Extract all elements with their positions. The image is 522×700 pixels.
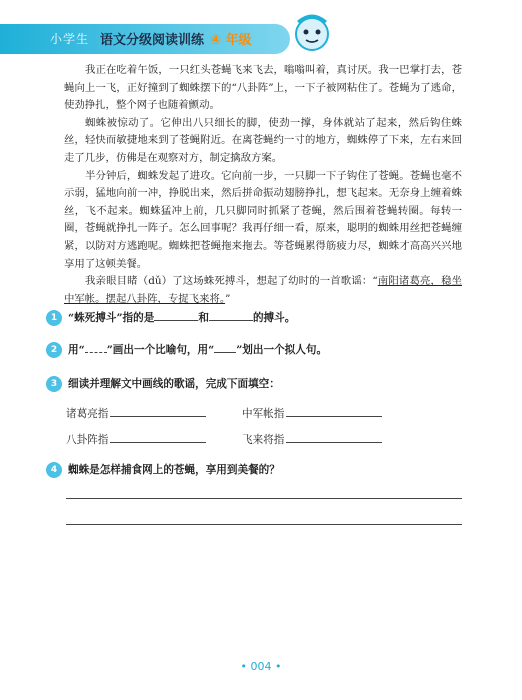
question-1 (46, 310, 295, 326)
question-3-text: 细读并理解文中画线的歌谣，完成下面填空： (68, 378, 280, 390)
question-number-badge: 4 (46, 462, 62, 478)
question-1-text-a: “蛛死搏斗”指的是 (68, 312, 155, 324)
answer-blank-2[interactable] (209, 310, 253, 321)
wavy-line-symbol (85, 344, 107, 353)
fill-feilai-blank[interactable] (286, 432, 382, 443)
question-1-text-b: 和 (198, 312, 209, 324)
question-number-badge: 1 (46, 310, 62, 326)
question-number-badge: 2 (46, 342, 62, 358)
series-label: 小学生 (50, 32, 90, 46)
page-number: • 004 • (240, 660, 282, 673)
paragraph-2: 蜘蛛被惊动了。它伸出八只细长的脚，使劲一撑，身体就站了起来，然后钩住蛛丝，轻快而敏捷地来到了苍蝇附近。在离苍蝇约一寸的地方，蜘蛛停了下来，左右来回走了几步，仿佛是在观察对方，制定擒敌方案。 (64, 116, 462, 164)
question-1-text-c: 的搏斗。 (252, 312, 296, 324)
reading-passage (64, 62, 462, 308)
fill-bagua (66, 432, 206, 447)
question-2-text-a: 用“ (68, 344, 85, 356)
answer-blank-1[interactable] (154, 310, 198, 321)
fill-feilai-label: 飞来将指 (242, 434, 285, 446)
fill-bagua-label: 八卦阵指 (66, 434, 109, 446)
fill-zhuge (66, 406, 206, 421)
paragraph-4 (64, 273, 462, 308)
straight-line-symbol (214, 344, 236, 353)
fill-zhuge-label: 诸葛亮指 (66, 408, 109, 420)
paragraph-4-text: 我亲眼目睹（dǔ）了这场蛛死搏斗，想起了幼时的一首歌谣：“ (85, 275, 378, 288)
question-number-badge: 3 (46, 376, 62, 392)
fill-zhongjun-blank[interactable] (286, 406, 382, 417)
question-3 (46, 376, 280, 392)
fill-zhongjun (242, 406, 382, 421)
answer-line-1[interactable] (66, 498, 462, 499)
paragraph-3: 半分钟后，蜘蛛发起了进攻。它向前一步，一只脚一下子钩住了苍蝇。苍蝇也毫不示弱，猛地向前一冲，挣脱出来，然后拼命振动翅膀挣扎，想飞起来。无奈身上缠着蛛丝，飞不起来。蜘蛛猛冲上前，几只脚同时抓紧了苍蝇，然后围着苍蝇转圈。每转一圈，苍蝇就挣扎一阵子。怎么回事呢？我再仔细一看，原来，聪明的蜘蛛用丝把苍蝇缠紧，以防对方逃跑呢。蜘蛛把苍蝇拖来拖去。等苍蝇累得筋疲力尽，蜘蛛才高高兴兴地享用了这顿美餐。 (64, 169, 462, 270)
grade-label: ④ 年级 (210, 33, 252, 48)
question-2-text-b: ”画出一个比喻句，用“ (106, 344, 215, 356)
book-title: 语文分级阅读训练 (100, 33, 205, 48)
page-header (0, 20, 522, 60)
mascot-icon (288, 8, 336, 56)
question-4 (46, 462, 280, 478)
ballad-underlined: 南阳诸葛亮，稳坐中军帐。摆起八卦阵，专捉飞来将。 (64, 275, 463, 305)
question-2-text-c: ”划出一个拟人句。 (236, 344, 328, 356)
answer-line-2[interactable] (66, 524, 462, 525)
fill-bagua-blank[interactable] (110, 432, 206, 443)
fill-feilai (242, 432, 382, 447)
paragraph-1: 我正在吃着午饭，一只红头苍蝇飞来飞去，嗡嗡叫着，真讨厌。我一巴掌打去，苍蝇向上一飞，正好撞到了蜘蛛摆下的“八卦阵”上，一下子被网粘住了。苍蝇为了逃命，使劲挣扎，整个网子也随着颤动。 (64, 64, 462, 112)
paragraph-4-end: ” (225, 292, 231, 305)
question-4-text: 蜘蛛是怎样捕食网上的苍蝇，享用到美餐的？ (68, 464, 280, 476)
fill-zhongjun-label: 中军帐指 (242, 408, 285, 420)
question-2 (46, 342, 327, 358)
fill-zhuge-blank[interactable] (110, 406, 206, 417)
